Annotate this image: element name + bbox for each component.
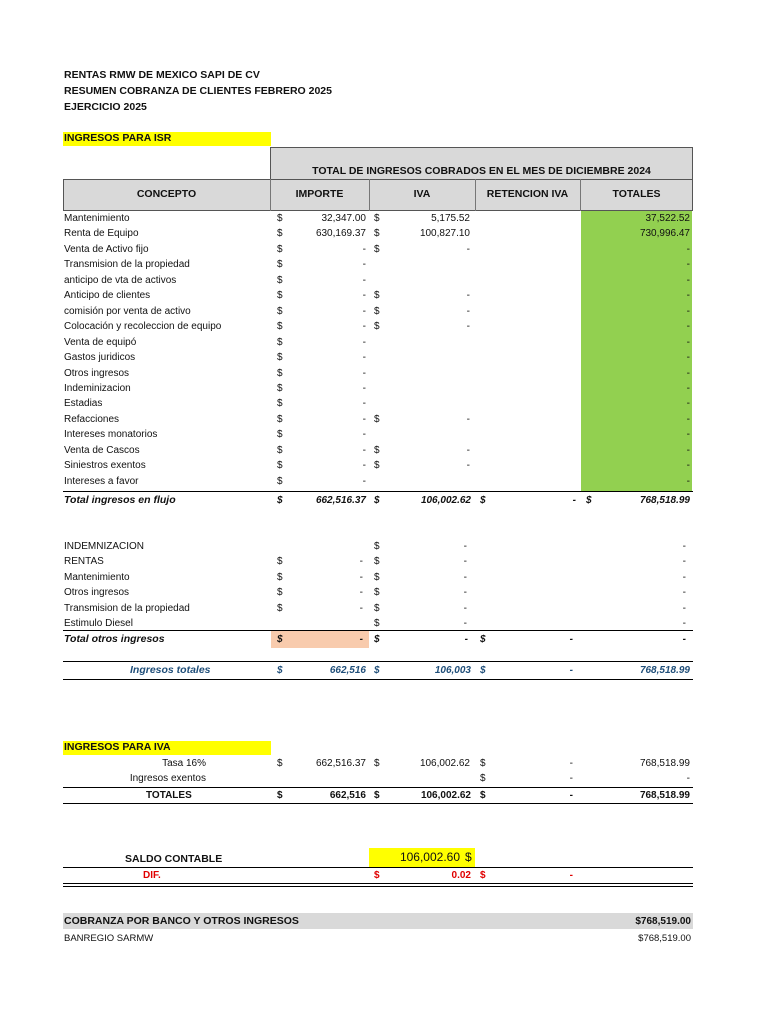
iva-totales-ret: - (569, 790, 573, 801)
otros-importe: - (359, 603, 363, 614)
row-concepto: Mantenimiento (64, 213, 130, 224)
iva-row-total: 768,518.99 (639, 758, 690, 769)
row-iva: 100,827.10 (419, 228, 470, 239)
dif-currency: $ (374, 870, 380, 881)
row-concepto: Estadias (64, 398, 103, 409)
bank-name: BANREGIO SARMW (64, 933, 154, 944)
otros-iva-currency: $ (374, 572, 380, 583)
total-flujo-importe: 662,516.37 (315, 495, 366, 506)
iva-totales-total: 768,518.99 (639, 790, 690, 801)
row-importe: - (362, 337, 366, 348)
row-importe-currency: $ (277, 337, 283, 348)
row-importe-currency: $ (277, 244, 283, 255)
otros-iva: - (463, 556, 467, 567)
ingresos-totales-ret-currency: $ (480, 665, 486, 676)
row-importe: - (362, 429, 366, 440)
row-importe: - (362, 460, 366, 471)
total-flujo-iva: 106,002.62 (420, 495, 471, 506)
row-concepto: Indeminizacion (64, 383, 131, 394)
row-importe: - (362, 275, 366, 286)
row-importe-currency: $ (277, 414, 283, 425)
row-importe-currency: $ (277, 368, 283, 379)
ingresos-totales-importe: 662,516 (329, 665, 366, 676)
row-importe-currency: $ (277, 460, 283, 471)
otros-total: - (682, 603, 686, 614)
row-iva: - (466, 321, 470, 332)
row-concepto: Intereses a favor (64, 476, 139, 487)
saldo-contable-value: 106,002.60 (399, 850, 460, 864)
total-flujo-label: Total ingresos en flujo (64, 494, 176, 506)
bank-total: $768,519.00 (638, 933, 691, 944)
iva-totales-importe-currency: $ (277, 790, 283, 801)
otros-iva-currency: $ (374, 603, 380, 614)
row-concepto: Transmision de la propiedad (64, 259, 190, 270)
otros-iva: - (463, 541, 467, 552)
total-otros-importe-currency: $ (277, 634, 283, 645)
total-otros-label: Total otros ingresos (64, 633, 165, 645)
iva-row-importe-currency: $ (277, 758, 283, 769)
iva-row-label: Tasa 16% (162, 758, 206, 769)
saldo-contable-currency: $ (465, 850, 472, 864)
col-header-iva: IVA (413, 188, 431, 200)
otros-concepto: Transmision de la propiedad (64, 603, 190, 614)
row-concepto: Anticipo de clientes (64, 290, 151, 301)
row-importe-currency: $ (277, 476, 283, 487)
row-concepto: anticipo de vta de activos (64, 275, 177, 286)
dif-ret-currency: $ (480, 870, 486, 881)
ingresos-totales-iva-currency: $ (374, 665, 380, 676)
row-total: - (686, 290, 690, 301)
iva-row-label: Ingresos exentos (129, 773, 206, 784)
row-importe: - (362, 476, 366, 487)
dif-label: DIF. (143, 870, 161, 881)
row-importe: - (362, 321, 366, 332)
otros-concepto: INDEMNIZACION (64, 541, 144, 552)
otros-importe-currency: $ (277, 572, 283, 583)
row-total: - (686, 275, 690, 286)
row-importe: - (362, 445, 366, 456)
col-header-retencion: RETENCION IVA (486, 188, 569, 200)
otros-concepto: Otros ingresos (64, 587, 130, 598)
iva-row-iva-currency: $ (374, 758, 380, 769)
ingresos-totales-label: Ingresos totales (130, 664, 211, 676)
row-total: 37,522.52 (645, 213, 690, 224)
row-concepto: Refacciones (64, 414, 120, 425)
otros-total: - (682, 556, 686, 567)
row-total: - (686, 429, 690, 440)
row-importe: - (362, 290, 366, 301)
row-importe: - (362, 244, 366, 255)
row-iva-currency: $ (374, 244, 380, 255)
row-total: - (686, 244, 690, 255)
row-total: - (686, 259, 690, 270)
ingresos-totales-ret: - (569, 665, 573, 676)
group-header-text: TOTAL DE INGRESOS COBRADOS EN EL MES DE DICIEMBRE 2024 (312, 165, 651, 177)
row-iva-currency: $ (374, 460, 380, 471)
otros-iva-currency: $ (374, 618, 380, 629)
row-importe: - (362, 383, 366, 394)
row-concepto: Siniestros exentos (64, 460, 146, 471)
row-total: 730,996.47 (639, 228, 690, 239)
row-iva-currency: $ (374, 445, 380, 456)
row-concepto: Venta de equipó (64, 337, 137, 348)
otros-importe: - (359, 587, 363, 598)
row-importe: 32,347.00 (321, 213, 366, 224)
iva-row-ret: - (569, 773, 573, 784)
row-importe-currency: $ (277, 445, 283, 456)
otros-iva-currency: $ (374, 587, 380, 598)
group-header-cell (270, 147, 693, 180)
dif-value: 0.02 (451, 870, 471, 881)
total-otros-total: - (682, 634, 686, 645)
row-importe: - (362, 306, 366, 317)
row-iva-currency: $ (374, 414, 380, 425)
row-concepto: Renta de Equipo (64, 228, 139, 239)
row-iva: - (466, 460, 470, 471)
row-importe: 630,169.37 (315, 228, 366, 239)
row-total: - (686, 337, 690, 348)
total-otros-ret-currency: $ (480, 634, 486, 645)
row-iva-currency: $ (374, 290, 380, 301)
row-iva: - (466, 244, 470, 255)
row-iva-currency: $ (374, 213, 380, 224)
row-concepto: Venta de Cascos (64, 445, 140, 456)
row-importe: - (362, 398, 366, 409)
row-concepto: Gastos juridicos (64, 352, 136, 363)
total-flujo-total: 768,518.99 (639, 495, 690, 506)
row-iva: - (466, 306, 470, 317)
total-flujo-iva-currency: $ (374, 495, 380, 506)
otros-iva: - (463, 603, 467, 614)
col-header-totales: TOTALES (612, 188, 661, 200)
otros-iva: - (463, 587, 467, 598)
otros-concepto: Mantenimiento (64, 572, 130, 583)
row-importe-currency: $ (277, 275, 283, 286)
iva-row-ret-currency: $ (480, 773, 486, 784)
row-iva-currency: $ (374, 321, 380, 332)
row-importe-currency: $ (277, 383, 283, 394)
row-concepto: Otros ingresos (64, 368, 130, 379)
total-otros-iva: - (464, 634, 468, 645)
total-otros-importe: - (359, 634, 363, 645)
iva-row-total: - (686, 773, 690, 784)
row-importe: - (362, 352, 366, 363)
row-importe-currency: $ (277, 213, 283, 224)
row-total: - (686, 306, 690, 317)
iva-totales-ret-currency: $ (480, 790, 486, 801)
row-concepto: Venta de Activo fijo (64, 244, 149, 255)
row-total: - (686, 398, 690, 409)
row-total: - (686, 460, 690, 471)
otros-concepto: Estimulo Diesel (64, 618, 133, 629)
row-total: - (686, 383, 690, 394)
col-header-importe: IMPORTE (295, 188, 344, 200)
row-iva: - (466, 290, 470, 301)
row-concepto: Colocación y recoleccion de equipo (64, 321, 222, 332)
otros-total: - (682, 587, 686, 598)
iva-totales-iva: 106,002.62 (420, 790, 471, 801)
otros-iva-currency: $ (374, 541, 380, 552)
col-header-concepto: CONCEPTO (136, 188, 197, 200)
iva-totales-iva-currency: $ (374, 790, 380, 801)
row-concepto: comisión por venta de activo (64, 306, 191, 317)
report-year: EJERCICIO 2025 (64, 101, 147, 113)
row-importe-currency: $ (277, 290, 283, 301)
otros-total: - (682, 541, 686, 552)
total-flujo-ret: - (572, 495, 576, 506)
row-total: - (686, 352, 690, 363)
otros-total: - (682, 618, 686, 629)
saldo-contable-label: SALDO CONTABLE (125, 853, 223, 865)
otros-importe-currency: $ (277, 556, 283, 567)
total-flujo-ret-currency: $ (480, 495, 486, 506)
row-iva: - (466, 414, 470, 425)
ingresos-totales-iva: 106,003 (434, 665, 471, 676)
row-iva: - (466, 445, 470, 456)
otros-importe-currency: $ (277, 587, 283, 598)
row-importe: - (362, 414, 366, 425)
row-importe-currency: $ (277, 259, 283, 270)
total-flujo-total-currency: $ (586, 495, 592, 506)
total-otros-iva-currency: $ (374, 634, 380, 645)
iva-row-ret-currency: $ (480, 758, 486, 769)
dif-ret: - (569, 870, 573, 881)
row-total: - (686, 321, 690, 332)
iva-row-importe: 662,516.37 (315, 758, 366, 769)
otros-concepto: RENTAS (64, 556, 104, 567)
row-importe-currency: $ (277, 429, 283, 440)
row-iva-currency: $ (374, 306, 380, 317)
iva-row-ret: - (569, 758, 573, 769)
total-otros-ret: - (569, 634, 573, 645)
otros-importe: - (359, 556, 363, 567)
otros-total: - (682, 572, 686, 583)
otros-importe-currency: $ (277, 603, 283, 614)
row-concepto: Intereses monatorios (64, 429, 158, 440)
row-iva: 5,175.52 (431, 213, 470, 224)
otros-iva-currency: $ (374, 556, 380, 567)
ingresos-totales-total: 768,518.99 (639, 665, 690, 676)
row-importe: - (362, 259, 366, 270)
row-total: - (686, 476, 690, 487)
iva-totales-importe: 662,516 (329, 790, 366, 801)
company-name: RENTAS RMW DE MEXICO SAPI DE CV (64, 69, 260, 81)
report-title: RESUMEN COBRANZA DE CLIENTES FEBRERO 2025 (64, 85, 332, 97)
row-total: - (686, 414, 690, 425)
cobranza-label: COBRANZA POR BANCO Y OTROS INGRESOS (64, 915, 299, 927)
otros-iva: - (463, 618, 467, 629)
row-iva-currency: $ (374, 228, 380, 239)
otros-iva: - (463, 572, 467, 583)
row-importe: - (362, 368, 366, 379)
row-total: - (686, 368, 690, 379)
row-importe-currency: $ (277, 228, 283, 239)
row-importe-currency: $ (277, 398, 283, 409)
total-flujo-importe-currency: $ (277, 495, 283, 506)
ingresos-totales-importe-currency: $ (277, 665, 283, 676)
iva-row-iva: 106,002.62 (419, 758, 470, 769)
cobranza-total: $768,519.00 (635, 916, 691, 927)
iva-section-title: INGRESOS PARA IVA (63, 741, 271, 755)
row-importe-currency: $ (277, 352, 283, 363)
otros-importe: - (359, 572, 363, 583)
isr-section-title: INGRESOS PARA ISR (63, 132, 271, 146)
row-importe-currency: $ (277, 306, 283, 317)
iva-totales-label: TOTALES (146, 790, 192, 801)
row-total: - (686, 445, 690, 456)
row-importe-currency: $ (277, 321, 283, 332)
